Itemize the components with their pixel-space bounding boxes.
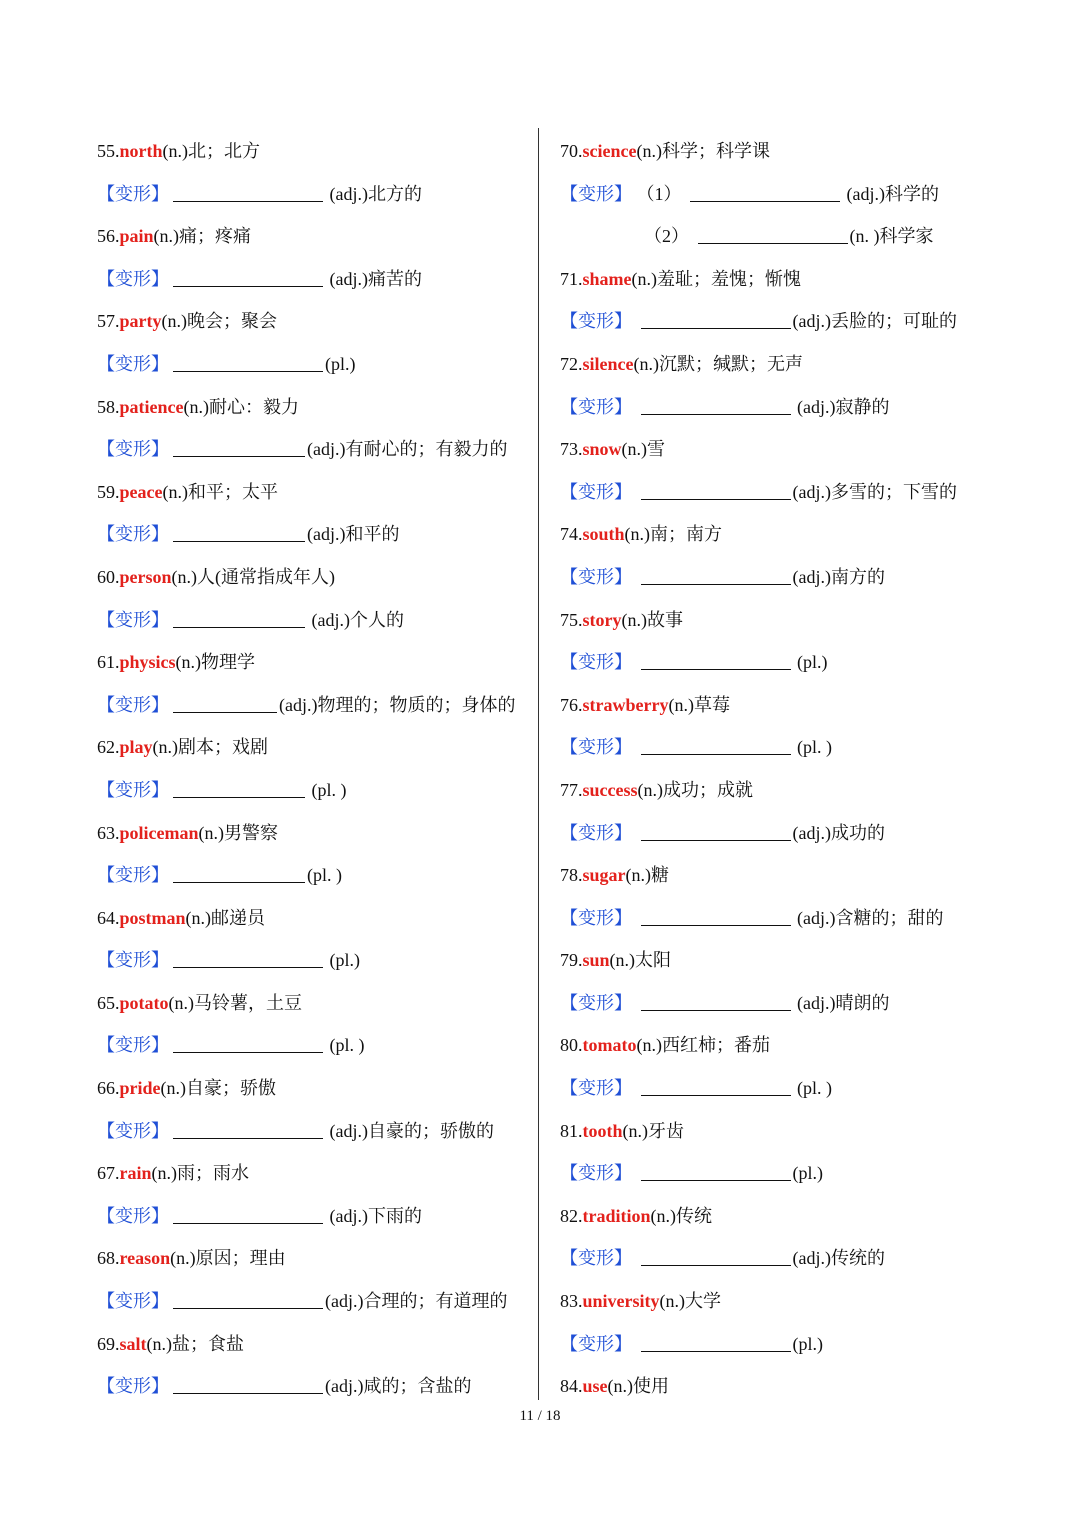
- form-tag: 【变形】: [97, 1035, 169, 1056]
- form-prefix: [632, 567, 637, 587]
- entry-form-line: [560, 1152, 1000, 1195]
- form-tag: 【变形】: [97, 950, 169, 971]
- entry-heading: [97, 982, 537, 1025]
- entry-number: 81.: [560, 1120, 583, 1141]
- form-tag: 【变形】: [560, 652, 632, 673]
- form-prefix: [632, 993, 637, 1013]
- entry-word: story: [582, 609, 622, 630]
- entry-number: 55.: [97, 141, 120, 161]
- answer-blank[interactable]: [173, 1377, 323, 1394]
- answer-blank[interactable]: [173, 1122, 323, 1139]
- form-tag: 【变形】: [560, 566, 632, 587]
- entry-number: 63.: [97, 822, 120, 843]
- answer-blank[interactable]: [173, 185, 323, 202]
- entry-meaning: (n.)草莓: [668, 694, 730, 715]
- entry-form-line: [97, 1195, 537, 1238]
- entry-heading: [560, 769, 1000, 812]
- entry-meaning: (n.)使用: [607, 1376, 670, 1397]
- entry-form-line: [560, 1237, 1000, 1280]
- answer-blank[interactable]: [173, 355, 323, 372]
- form-tag: 【变形】: [560, 907, 632, 928]
- entry-meaning: (n.)马铃薯，土豆: [168, 992, 302, 1013]
- form-hint: (adj.)含糖的；甜的: [792, 907, 944, 928]
- form-hint: (adj.)晴朗的: [792, 992, 890, 1013]
- form-tag: 【变形】: [97, 439, 169, 460]
- answer-blank[interactable]: [641, 483, 791, 500]
- form-tag: 【变形】: [560, 311, 632, 332]
- form-prefix: （1）: [632, 183, 686, 204]
- entry-word: play: [119, 737, 153, 758]
- entry-word: success: [582, 779, 638, 800]
- entry-heading: [97, 215, 537, 258]
- answer-blank[interactable]: [173, 1207, 323, 1224]
- entry-meaning: (n.)牙齿: [622, 1120, 684, 1141]
- entry-form-line: [97, 684, 537, 727]
- entry-form-line: [560, 726, 1000, 769]
- form-tag: 【变形】: [560, 1333, 632, 1354]
- entry-number: 64.: [97, 907, 120, 928]
- entry-heading: [97, 1152, 537, 1195]
- entry-form-line: [97, 258, 537, 301]
- form-tag: 【变形】: [560, 822, 632, 843]
- entry-word: sugar: [582, 865, 626, 886]
- entry-heading: [560, 513, 1000, 556]
- entry-word: reason: [119, 1248, 171, 1269]
- entry-form-line: [97, 939, 537, 982]
- entry-form-line: [97, 769, 537, 812]
- entry-number: 77.: [560, 779, 583, 800]
- answer-blank[interactable]: [173, 866, 305, 883]
- form-prefix: [632, 652, 637, 672]
- answer-blank[interactable]: [641, 738, 791, 755]
- entry-meaning: (n.)邮递员: [185, 907, 266, 928]
- entry-meaning: (n.)物理学: [175, 652, 256, 673]
- entry-heading: [97, 812, 537, 855]
- right-column: [560, 130, 1000, 1408]
- entry-heading: [97, 1237, 537, 1280]
- entry-meaning: (n.)南；南方: [624, 524, 723, 545]
- entry-word: peace: [119, 481, 163, 502]
- form-hint: (pl.): [792, 1333, 823, 1354]
- entry-heading: [97, 1323, 537, 1366]
- form-tag: 【变形】: [560, 1248, 632, 1269]
- entry-form-line: [560, 812, 1000, 855]
- entry-word: strawberry: [582, 694, 669, 715]
- answer-blank[interactable]: [641, 568, 791, 585]
- form-hint: (pl. ): [325, 1035, 365, 1056]
- entry-form-line: [560, 1323, 1000, 1366]
- entry-word: north: [119, 141, 163, 161]
- form-hint: (pl.): [325, 353, 356, 374]
- entry-form-line: [97, 854, 537, 897]
- entry-number: 75.: [560, 609, 583, 630]
- entry-heading: [97, 641, 537, 684]
- entry-meaning: (n.)故事: [621, 609, 683, 630]
- entry-form-line: [560, 386, 1000, 429]
- answer-blank[interactable]: [173, 270, 323, 287]
- entry-word: silence: [582, 353, 634, 374]
- form-hint: (adj.)自豪的；骄傲的: [325, 1120, 494, 1141]
- entry-number: 59.: [97, 481, 120, 502]
- answer-blank[interactable]: [690, 185, 840, 202]
- entry-meaning: (n.)男警察: [198, 822, 278, 843]
- form-tag: 【变形】: [97, 865, 169, 886]
- entry-meaning: (n.)糖: [625, 865, 670, 886]
- entry-meaning: (n.)西红柿；番茄: [636, 1035, 770, 1056]
- form-hint: (adj.)科学的: [842, 183, 939, 204]
- form-hint: (adj.)成功的: [792, 822, 885, 843]
- entry-heading: [97, 897, 537, 940]
- entry-word: tradition: [582, 1205, 651, 1226]
- form-tag: 【变形】: [560, 396, 632, 417]
- entry-form-line: [97, 599, 537, 642]
- form-prefix: [632, 1078, 637, 1098]
- entry-number: 76.: [560, 694, 583, 715]
- form-tag: 【变形】: [97, 1120, 169, 1141]
- answer-blank[interactable]: [641, 1249, 791, 1266]
- entry-word: policeman: [119, 822, 199, 843]
- form-tag: 【变形】: [560, 1078, 632, 1099]
- entry-meaning: (n.)盐；食盐: [146, 1333, 244, 1354]
- answer-blank[interactable]: [173, 781, 305, 798]
- entry-word: person: [119, 566, 172, 587]
- form-prefix: [632, 737, 637, 757]
- form-hint: (pl.): [325, 950, 360, 971]
- entry-heading: [97, 556, 537, 599]
- entry-heading: [560, 939, 1000, 982]
- entry-word: use: [582, 1376, 608, 1397]
- form-hint: (adj.)有耐心的；有毅力的: [307, 439, 508, 460]
- form-hint: (pl. ): [307, 865, 342, 886]
- answer-blank[interactable]: [173, 1036, 323, 1053]
- entry-meaning: (n.)原因；理由: [170, 1248, 286, 1269]
- form-prefix: [632, 482, 637, 502]
- answer-blank[interactable]: [641, 824, 791, 841]
- entry-form-line: [97, 1024, 537, 1067]
- form-hint: (pl.): [792, 652, 828, 673]
- entry-heading: [97, 300, 537, 343]
- entry-meaning: (n.)痛；疼痛: [153, 226, 252, 247]
- answer-blank[interactable]: [641, 1164, 791, 1181]
- entry-form-line: [560, 897, 1000, 940]
- entry-meaning: (n.)太阳: [609, 950, 672, 971]
- entry-form-line: [97, 1365, 537, 1408]
- form-tag: 【变形】: [97, 1291, 169, 1312]
- form-prefix: [632, 1248, 637, 1268]
- entry-form-line: [560, 641, 1000, 684]
- entry-number: 65.: [97, 992, 120, 1013]
- answer-blank[interactable]: [698, 227, 848, 244]
- entry-heading: [560, 599, 1000, 642]
- entry-meaning: (n.)科学；科学课: [636, 141, 770, 161]
- entry-meaning: (n.)剧本；戏剧: [152, 737, 269, 758]
- form-hint: (adj.)物理的；物质的；身体的: [279, 694, 516, 715]
- form-hint: (adj.)丢脸的；可耻的: [792, 311, 957, 332]
- entry-number: 58.: [97, 396, 120, 417]
- form-prefix: [632, 823, 637, 843]
- entry-form-line: [560, 982, 1000, 1025]
- entry-word: party: [119, 311, 162, 332]
- entry-word: pride: [119, 1078, 161, 1099]
- answer-blank[interactable]: [641, 1079, 791, 1096]
- entry-number: 72.: [560, 353, 583, 374]
- form-prefix: [632, 1334, 637, 1354]
- entry-meaning: (n.)雨；雨水: [151, 1163, 250, 1184]
- column-divider: [538, 128, 539, 1400]
- form-tag: 【变形】: [560, 1163, 632, 1184]
- page-number: 11 / 18: [519, 1408, 561, 1424]
- entry-word: south: [582, 524, 625, 545]
- entry-heading: [560, 1195, 1000, 1238]
- answer-blank[interactable]: [173, 696, 277, 713]
- entry-number: 57.: [97, 311, 120, 332]
- entry-word: postman: [119, 907, 186, 928]
- entry-word: physics: [119, 652, 176, 673]
- form-tag: 【变形】: [97, 694, 169, 715]
- entry-heading: [97, 726, 537, 769]
- form-tag: 【变形】: [97, 524, 169, 545]
- entry-meaning: (n.)晚会；聚会: [161, 311, 277, 332]
- entry-heading: [560, 1110, 1000, 1153]
- answer-blank[interactable]: [641, 1335, 791, 1352]
- entry-heading: [560, 854, 1000, 897]
- form-hint: (adj.)咸的；含盐的: [325, 1376, 472, 1397]
- form-tag: 【变形】: [560, 481, 632, 502]
- form-hint: (adj.)寂静的: [792, 396, 890, 417]
- answer-blank[interactable]: [173, 611, 305, 628]
- entry-word: rain: [119, 1163, 152, 1184]
- form-hint: (adj.)北方的: [325, 183, 422, 204]
- answer-blank[interactable]: [173, 525, 305, 542]
- form-tag: 【变形】: [97, 609, 169, 630]
- entry-heading: [560, 343, 1000, 386]
- entry-number: 66.: [97, 1078, 120, 1099]
- entry-number: 80.: [560, 1035, 583, 1056]
- entry-heading: [560, 130, 1000, 173]
- form-prefix: [632, 397, 637, 417]
- form-hint: (pl. ): [792, 737, 832, 758]
- form-hint: (pl. ): [792, 1078, 832, 1099]
- entry-number: 67.: [97, 1163, 120, 1184]
- form-hint: (pl.): [792, 1163, 823, 1184]
- answer-blank[interactable]: [641, 909, 791, 926]
- entry-word: sun: [582, 950, 610, 971]
- answer-blank[interactable]: [173, 440, 305, 457]
- entry-number: 61.: [97, 652, 120, 673]
- entry-number: 70.: [560, 141, 583, 161]
- entry-number: 60.: [97, 566, 120, 587]
- entry-heading: [560, 684, 1000, 727]
- entry-number: 74.: [560, 524, 583, 545]
- entry-form-line: [97, 428, 537, 471]
- form-tag: 【变形】: [97, 1376, 169, 1397]
- form-hint: (adj.)南方的: [792, 566, 885, 587]
- entry-form-line: [560, 300, 1000, 343]
- entry-number: 68.: [97, 1248, 120, 1269]
- entry-meaning: (n.)成功；成就: [637, 779, 753, 800]
- form-prefix: [632, 908, 637, 928]
- entry-number: 84.: [560, 1376, 583, 1397]
- entry-meaning: (n.)羞耻；羞愧；惭愧: [631, 268, 801, 289]
- entry-form-line: [560, 1067, 1000, 1110]
- entry-heading: [560, 1280, 1000, 1323]
- entry-form-line: [97, 513, 537, 556]
- entry-word: pain: [119, 226, 154, 247]
- entry-form-line: [97, 173, 537, 216]
- entry-number: 62.: [97, 737, 120, 758]
- entry-heading: [97, 1067, 537, 1110]
- entry-heading: [560, 258, 1000, 301]
- form-hint: (adj.)个人的: [307, 609, 404, 630]
- answer-blank[interactable]: [173, 1292, 323, 1309]
- entry-heading: [560, 1365, 1000, 1408]
- form-prefix: （2）: [644, 226, 694, 247]
- entry-word: tomato: [582, 1035, 637, 1056]
- entry-form-line: [560, 173, 1000, 216]
- entry-number: 71.: [560, 268, 583, 289]
- entry-number: 73.: [560, 439, 583, 460]
- answer-blank[interactable]: [641, 653, 791, 670]
- form-tag: 【变形】: [560, 183, 632, 204]
- form-hint: (pl. ): [307, 779, 347, 800]
- form-prefix: [632, 1163, 637, 1183]
- entry-heading: [560, 428, 1000, 471]
- entry-word: salt: [119, 1333, 147, 1354]
- entry-form-line: [97, 1280, 537, 1323]
- entry-word: potato: [119, 992, 169, 1013]
- form-hint: (adj.)下雨的: [325, 1205, 422, 1226]
- entry-form-line: [560, 471, 1000, 514]
- entry-word: shame: [582, 268, 632, 289]
- entry-meaning: (n.)北；北方: [162, 141, 261, 161]
- entry-meaning: (n.)和平；太平: [162, 481, 278, 502]
- answer-blank[interactable]: [641, 312, 791, 329]
- left-column: [97, 130, 537, 1408]
- entry-number: 69.: [97, 1333, 120, 1354]
- entry-form-line: [560, 556, 1000, 599]
- entry-meaning: (n.)雪: [621, 439, 666, 460]
- entry-number: 79.: [560, 950, 583, 971]
- form-prefix: [632, 311, 637, 331]
- answer-blank[interactable]: [173, 951, 323, 968]
- form-hint: (adj.)和平的: [307, 524, 400, 545]
- answer-blank[interactable]: [641, 994, 791, 1011]
- entry-meaning: (n.)沉默；缄默；无声: [633, 353, 803, 374]
- entry-meaning: (n.)自豪；骄傲: [160, 1078, 277, 1099]
- entry-word: science: [582, 141, 637, 161]
- entry-word: tooth: [582, 1120, 623, 1141]
- entry-number: 83.: [560, 1291, 583, 1312]
- form-hint: (adj.)合理的；有道理的: [325, 1291, 508, 1312]
- entry-meaning: (n.)大学: [659, 1291, 722, 1312]
- entry-meaning: (n.)人(通常指成年人): [171, 566, 335, 587]
- form-tag: 【变形】: [560, 992, 632, 1013]
- entry-word: university: [582, 1291, 660, 1312]
- form-hint: (n. )科学家: [849, 226, 934, 247]
- entry-word: snow: [582, 439, 622, 460]
- entry-heading: [97, 130, 537, 173]
- form-tag: 【变形】: [97, 1205, 169, 1226]
- entry-meaning: (n.)传统: [650, 1205, 713, 1226]
- entry-word: patience: [119, 396, 184, 417]
- form-hint: (adj.)痛苦的: [325, 268, 422, 289]
- entry-number: 78.: [560, 865, 583, 886]
- entry-number: 82.: [560, 1205, 583, 1226]
- entry-form-line: [97, 343, 537, 386]
- entry-heading: [560, 1024, 1000, 1067]
- form-hint: (adj.)多雪的；下雪的: [792, 481, 957, 502]
- entry-meaning: (n.)耐心：毅力: [183, 396, 299, 417]
- form-tag: 【变形】: [97, 183, 169, 204]
- entry-number: 56.: [97, 226, 120, 247]
- form-tag: 【变形】: [560, 737, 632, 758]
- form-tag: 【变形】: [97, 353, 169, 374]
- entry-heading: [97, 386, 537, 429]
- form-hint: (adj.)传统的: [792, 1248, 885, 1269]
- form-tag: 【变形】: [97, 268, 169, 289]
- entry-form-line: [97, 1110, 537, 1153]
- form-tag: 【变形】: [97, 779, 169, 800]
- answer-blank[interactable]: [641, 398, 791, 415]
- entry-heading: [97, 471, 537, 514]
- entry-form-subline: [560, 215, 1000, 258]
